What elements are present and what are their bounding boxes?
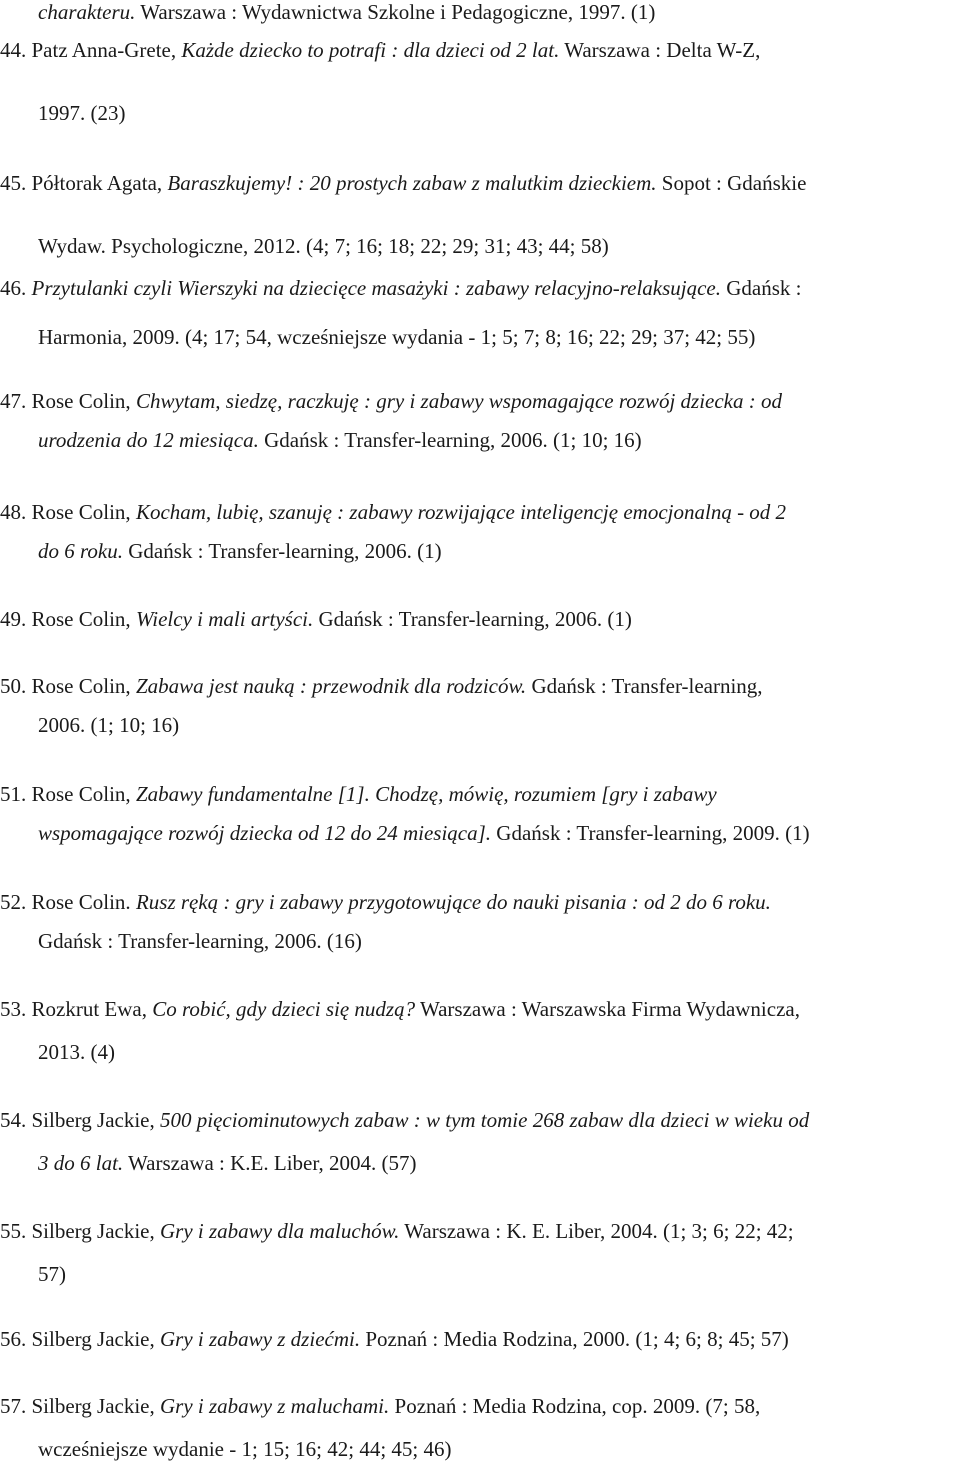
plain-text: Sopot : Gdańskie bbox=[656, 171, 807, 195]
plain-text: Gdańsk : Transfer-learning, 2006. (1; 10; 16) bbox=[258, 428, 642, 452]
title-text: Gry i zabawy dla maluchów. bbox=[160, 1219, 400, 1243]
title-text: do 6 roku. bbox=[38, 539, 123, 563]
plain-text: Gdańsk : Transfer-learning, 2006. (1) bbox=[122, 539, 442, 563]
plain-text: Warszawa : Delta W-Z, bbox=[559, 38, 761, 62]
entry-first-line bbox=[0, 169, 806, 197]
plain-text: 57) bbox=[38, 1262, 66, 1286]
title-text: Co robić, gdy dzieci się nudzą? bbox=[152, 997, 416, 1021]
title-text: 3 do 6 lat. bbox=[38, 1151, 124, 1175]
plain-text: Warszawa : Warszawska Firma Wydawnicza, bbox=[415, 997, 800, 1021]
entry-continuation-line bbox=[38, 711, 179, 739]
title-text: Przytulanki czyli Wierszyki na dziecięce masażyki : zabawy relacyjno-relaksujące. bbox=[31, 276, 721, 300]
plain-text: 56. Silberg Jackie, bbox=[0, 1327, 161, 1351]
entry-first-line bbox=[38, 0, 655, 26]
plain-text: 57. Silberg Jackie, bbox=[0, 1394, 161, 1418]
plain-text: 1997. (23) bbox=[38, 101, 126, 125]
entry-continuation-line bbox=[38, 232, 609, 260]
entry-continuation-line bbox=[38, 1260, 66, 1288]
entry-first-line bbox=[0, 995, 800, 1023]
plain-text: 54. Silberg Jackie, bbox=[0, 1108, 161, 1132]
entry-first-line bbox=[0, 1325, 789, 1353]
entry-continuation-line bbox=[38, 819, 810, 847]
plain-text: 51. Rose Colin, bbox=[0, 782, 136, 806]
entry-first-line bbox=[0, 605, 632, 633]
plain-text: 55. Silberg Jackie, bbox=[0, 1219, 161, 1243]
entry-first-line bbox=[0, 1106, 809, 1134]
plain-text: wcześniejsze wydanie - 1; 15; 16; 42; 44; 45; 46) bbox=[38, 1437, 452, 1461]
entry-first-line bbox=[0, 274, 802, 302]
plain-text: Warszawa : Wydawnictwa Szkolne i Pedagogiczne, 1997. (1) bbox=[135, 0, 656, 24]
plain-text: 52. Rose Colin. bbox=[0, 890, 136, 914]
plain-text: 49. Rose Colin, bbox=[0, 607, 136, 631]
title-text: Gry i zabawy z dziećmi. bbox=[160, 1327, 361, 1351]
entry-first-line bbox=[0, 1392, 760, 1420]
entry-first-line bbox=[0, 498, 786, 526]
plain-text: 50. Rose Colin, bbox=[0, 674, 136, 698]
entry-first-line bbox=[0, 36, 760, 64]
title-text: charakteru. bbox=[38, 0, 136, 24]
plain-text: Gdańsk : Transfer-learning, 2006. (1) bbox=[313, 607, 632, 631]
plain-text: 46. bbox=[0, 276, 32, 300]
plain-text: Poznań : Media Rodzina, 2000. (1; 4; 6; 8; 45; 57) bbox=[360, 1327, 789, 1351]
plain-text: Gdańsk : Transfer-learning, bbox=[526, 674, 763, 698]
plain-text: Harmonia, 2009. (4; 17; 54, wcześniejsze wydania - 1; 5; 7; 8; 16; 22; 29; 37; 42; 55) bbox=[38, 325, 756, 349]
plain-text: Gdańsk : Transfer-learning, 2009. (1) bbox=[491, 821, 810, 845]
plain-text: Warszawa : K. E. Liber, 2004. (1; 3; 6; 22; 42; bbox=[399, 1219, 794, 1243]
title-text: Rusz ręką : gry i zabawy przygotowujące do nauki pisania : od 2 do 6 roku. bbox=[135, 890, 771, 914]
plain-text: 45. Półtorak Agata, bbox=[0, 171, 168, 195]
title-text: Wielcy i mali artyści. bbox=[135, 607, 314, 631]
entry-continuation-line bbox=[38, 426, 642, 454]
title-text: Kocham, lubię, szanuję : zabawy rozwijające inteligencję emocjonalną - od 2 bbox=[135, 500, 787, 524]
title-text: Gry i zabawy z maluchami. bbox=[160, 1394, 390, 1418]
title-text: Każde dziecko to potrafi : dla dzieci od 2 lat. bbox=[181, 38, 560, 62]
title-text: wspomagające rozwój dziecka od 12 do 24 miesiąca]. bbox=[38, 821, 492, 845]
plain-text: Poznań : Media Rodzina, cop. 2009. (7; 58, bbox=[389, 1394, 761, 1418]
title-text: 500 pięciominutowych zabaw : w tym tomie 268 zabaw dla dzieci w wieku od bbox=[160, 1108, 810, 1132]
entry-first-line bbox=[0, 780, 717, 808]
plain-text: 48. Rose Colin, bbox=[0, 500, 136, 524]
plain-text: Gdańsk : Transfer-learning, 2006. (16) bbox=[38, 929, 362, 953]
title-text: Chwytam, siedzę, raczkuję : gry i zabawy wspomagające rozwój dziecka : od bbox=[135, 389, 782, 413]
plain-text: 44. Patz Anna-Grete, bbox=[0, 38, 182, 62]
plain-text: Gdańsk : bbox=[721, 276, 802, 300]
entry-continuation-line bbox=[38, 1038, 115, 1066]
title-text: Baraszkujemy! : 20 prostych zabaw z malutkim dzieckiem. bbox=[167, 171, 657, 195]
entry-first-line bbox=[0, 1217, 794, 1245]
entry-continuation-line bbox=[38, 927, 362, 955]
title-text: Zabawa jest nauką : przewodnik dla rodziców. bbox=[135, 674, 527, 698]
entry-first-line bbox=[0, 672, 763, 700]
entry-continuation-line bbox=[38, 1149, 417, 1177]
plain-text: Wydaw. Psychologiczne, 2012. (4; 7; 16; 18; 22; 29; 31; 43; 44; 58) bbox=[38, 234, 609, 258]
title-text: Zabawy fundamentalne [1]. Chodzę, mówię, rozumiem [gry i zabawy bbox=[135, 782, 717, 806]
plain-text: 2013. (4) bbox=[38, 1040, 115, 1064]
entry-first-line bbox=[0, 387, 782, 415]
plain-text: Warszawa : K.E. Liber, 2004. (57) bbox=[123, 1151, 417, 1175]
entry-continuation-line bbox=[38, 537, 442, 565]
plain-text: 2006. (1; 10; 16) bbox=[38, 713, 180, 737]
entry-continuation-line bbox=[38, 99, 126, 127]
plain-text: 47. Rose Colin, bbox=[0, 389, 136, 413]
plain-text: 53. Rozkrut Ewa, bbox=[0, 997, 153, 1021]
title-text: urodzenia do 12 miesiąca. bbox=[38, 428, 259, 452]
entry-continuation-line bbox=[38, 323, 755, 351]
entry-first-line bbox=[0, 888, 771, 916]
entry-continuation-line bbox=[38, 1435, 452, 1463]
